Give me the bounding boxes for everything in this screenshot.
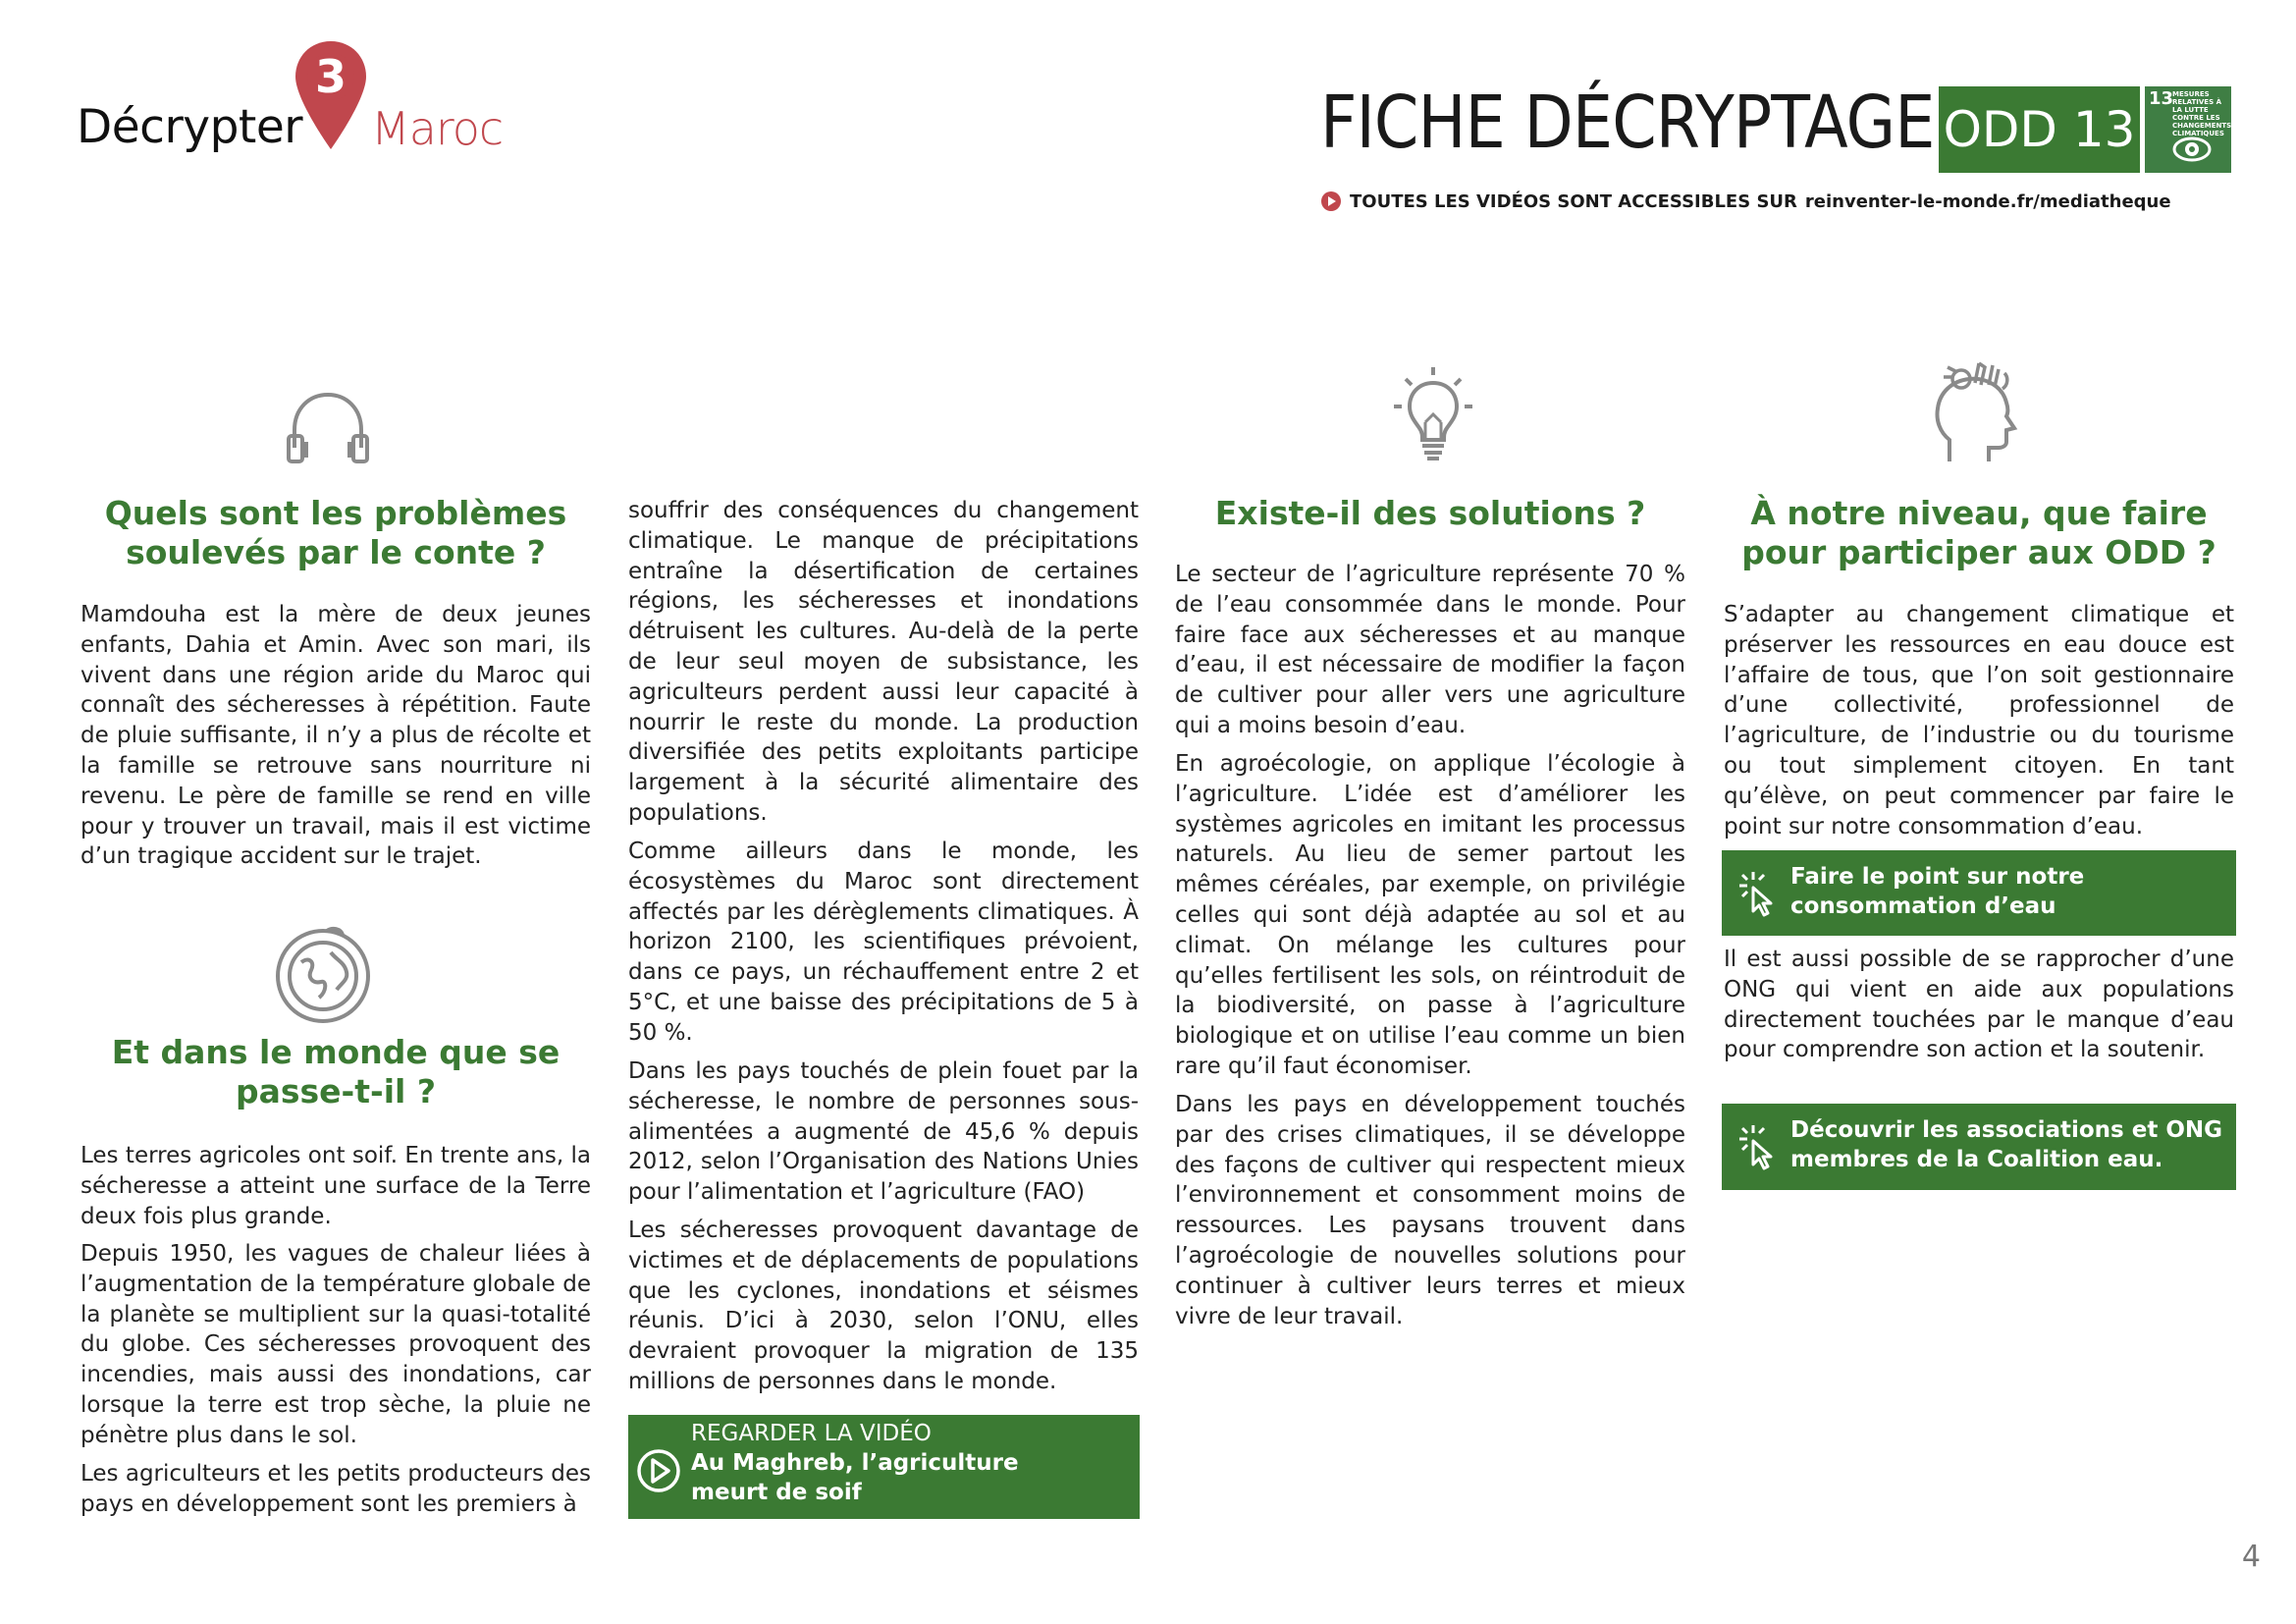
- play-circle-icon: [1320, 190, 1342, 212]
- videos-link-line[interactable]: [1320, 190, 2171, 212]
- video-title-line-2: meurt de soif: [691, 1480, 862, 1505]
- head-ideas-icon: [1930, 359, 2020, 465]
- sdg-13-icon: [2145, 86, 2231, 173]
- lightbulb-icon: [1392, 365, 1474, 465]
- video-title-line-1: Au Maghreb, l’agriculture: [691, 1450, 1019, 1476]
- box2-line-1: Découvrir les associations et ONG: [1790, 1117, 2223, 1143]
- col3-paragraph-2: En agroécologie, on applique l’écologie à l’agriculture. L’idée est d’améliorer les systèmes agricoles en imitant les processus naturels. Au lieu de semer partout les mêmes céréales, par exemple, on privilégie celles qui sont déjà adaptée au sol et au climat. On mélange les cultures pour qu’elles fertilisent les sols, on réintroduit de la biodiversité, on passe à l’agriculture biologique et on utilise l’eau comme un bien rare qu’il faut économiser.: [1175, 751, 1685, 1079]
- col2-paragraph-3: Dans les pays touchés de plein fouet par la sécheresse, le nombre de personnes sous-alimentées a augmenté de 45,6 % depuis 2012, selon l’Organisation des Nations Unies pour l’alimentation et l’agriculture (FAO): [628, 1058, 1139, 1206]
- play-circle-icon: [636, 1448, 681, 1493]
- videos-prefix: TOUTES LES VIDÉOS SONT ACCESSIBLES SUR: [1350, 190, 1797, 212]
- brand-left-text: Décrypter: [77, 100, 303, 154]
- q1-paragraph: Mamdouha est la mère de deux jeunes enfants, Dahia et Amin. Avec son mari, ils vivent dans une région aride du Maroc qui connaît des sécheresses à répétition. Faute de pluie suffisante, il n’y a plus de récolte et la famille se retrouve sans nourriture ni revenu. Le père de famille se rend en ville pour y trouver un travail, mais il est victime d’un tragique accident sur le trajet.: [80, 602, 591, 870]
- col4-paragraph-1: S’adapter au changement climatique et préserver les ressources en eau douce est l’affaire de tous, que l’on soit gestionnaire d’une collectivité, professionnel de l’agriculture, de l’industrie ou du tourisme ou tout simplement citoyen. En tant qu’élève, on peut commencer par faire le point sur notre consommation d’eau.: [1724, 602, 2234, 839]
- sdg-number: 13: [2149, 88, 2174, 109]
- col4-paragraph-2: Il est aussi possible de se rapprocher d’une ONG qui vient en aide aux populations directement touchées par le manque d’eau pour comprendre son action et la soutenir.: [1724, 947, 2234, 1063]
- q2-title: Et dans le monde que se passe-t-il ?: [111, 1033, 561, 1110]
- odd-badge: ODD 13: [1939, 86, 2140, 173]
- col2-paragraph-4: Les sécheresses provoquent davantage de victimes et de déplacements de populations que les cyclones, inondations et séismes réunis. D’ici à 2030, selon l’ONU, elles devraient provoquer la migration de 135 millions de personnes dans le monde.: [628, 1218, 1139, 1394]
- col2-paragraph-1: souffrir des conséquences du changement climatique. Le manque de précipitations entraîne la désertification de certaines régions, les sécheresses et inondations détruisent les cultures. Au-delà de la perte de leur seul moyen de subsistance, les agriculteurs perdent aussi leur capacité à nourrir le reste du monde. La production diversifiée des petits exploitants participe largement à la sécurité alimentaire des populations.: [628, 498, 1139, 826]
- q2-paragraph-1: Les terres agricoles ont soif. En trente ans, la sécheresse a atteint une surface de la Terre deux fois plus grande.: [80, 1143, 591, 1229]
- click-cursor-icon: [1737, 870, 1781, 917]
- box1-line-2: consommation d’eau: [1790, 893, 2056, 919]
- brand-number: 3: [314, 50, 347, 103]
- action-title: À notre niveau, que faire pour participer aux ODD ?: [1741, 494, 2216, 571]
- q2-paragraph-3: Les agriculteurs et les petits producteurs des pays en développement sont les premiers à: [80, 1461, 591, 1517]
- video-heading: REGARDER LA VIDÉO: [691, 1421, 932, 1446]
- box1-line-1: Faire le point sur notre: [1790, 864, 2085, 890]
- videos-url[interactable]: reinventer-le-monde.fr/mediatheque: [1804, 190, 2171, 212]
- col3-paragraph-3: Dans les pays en développement touchés par des crises climatiques, il se développe des façons de cultiver qui respectent mieux l’environnement et consomment moins de ressources. Les paysans trouvent dans l’agroécologie de nouvelles solutions pour continuer à cultiver leurs terres et mieux vivre de leur travail.: [1175, 1092, 1685, 1329]
- fiche-title: FICHE DÉCRYPTAGE: [1320, 81, 1935, 165]
- eye-globe-icon: [2172, 132, 2212, 167]
- col2-paragraph-2: Comme ailleurs dans le monde, les écosystèmes du Maroc sont directement affectés par les dérèglements climatiques. À horizon 2100, les scientifiques prévoient, dans ce pays, un réchauffement entre 2 et 5°C, et une baisse des précipitations de 5 à 50 %.: [628, 839, 1139, 1046]
- water-consumption-button[interactable]: [1722, 850, 2236, 936]
- col3-paragraph-1: Le secteur de l’agriculture représente 70 % de l’eau consommée dans le monde. Pour faire face aux sécheresses et au manque d’eau, il est nécessaire de modifier la façon de cultiver pour aller vers une agriculture qui a moins besoin d’eau.: [1175, 562, 1685, 738]
- click-cursor-icon: [1737, 1123, 1781, 1170]
- associations-button[interactable]: [1722, 1104, 2236, 1190]
- watch-video-button[interactable]: [628, 1415, 1140, 1519]
- headphones-icon: [285, 391, 371, 465]
- box2-line-2: membres de la Coalition eau.: [1790, 1147, 2163, 1172]
- solutions-title: Existe-il des solutions ?: [1214, 494, 1646, 532]
- page-number: 4: [2241, 1540, 2261, 1574]
- q2-paragraph-2: Depuis 1950, les vagues de chaleur liées à l’augmentation de la température globale de la planète se multiplient sur la quasi-totalité du globe. Ces sécheresses provoquent des incendies, mais aussi des inondations, car lorsque la terre est trop sèche, la pluie ne pénètre plus dans le sol.: [80, 1241, 591, 1448]
- sdg-text: MESURES RELATIVES À LA LUTTE CONTRE LES CHANGEMENTS CLIMATIQUES: [2172, 90, 2232, 137]
- brand-logo: [77, 39, 548, 167]
- globe-icon: [272, 923, 374, 1025]
- brand-right-text: Maroc: [371, 102, 504, 155]
- q1-title: Quels sont les problèmes soulevés par le conte ?: [104, 494, 567, 571]
- map-pin-icon: [293, 39, 369, 152]
